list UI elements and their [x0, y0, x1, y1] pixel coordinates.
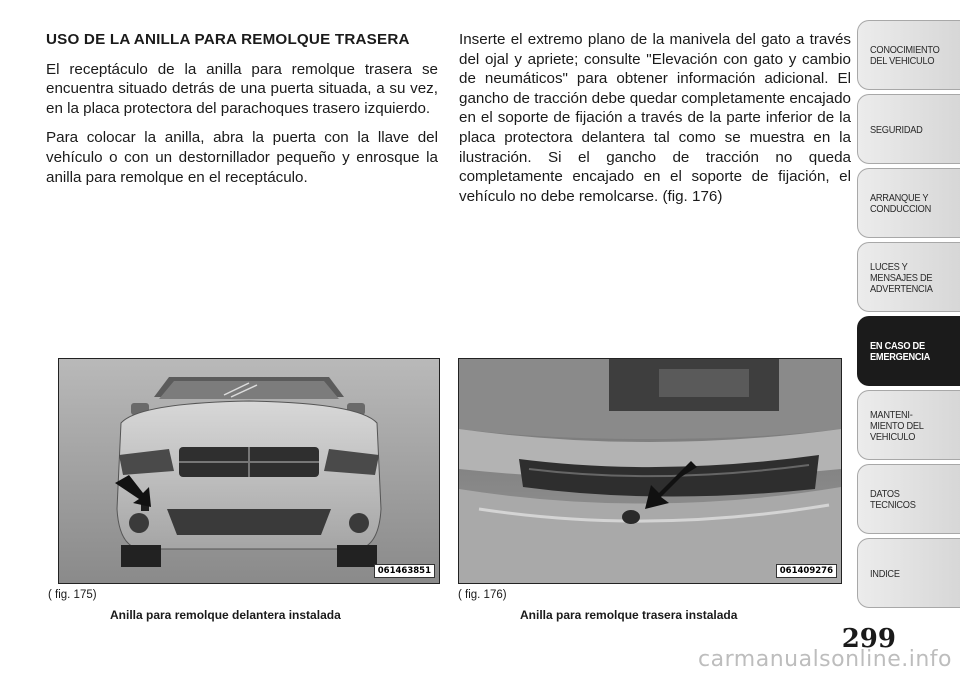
tab-seguridad[interactable]: SEGURIDAD	[857, 94, 960, 164]
tab-arranque-y-conduccion[interactable]: ARRANQUE Y CONDUCCION	[857, 168, 960, 238]
tab-datos-tecnicos[interactable]: DATOS TECNICOS	[857, 464, 960, 534]
tab-conocimiento-del-vehiculo[interactable]: CONOCIMIENTO DEL VEHICULO	[857, 20, 960, 90]
chapter-tabs	[857, 20, 960, 612]
figure-rear-tow-ring	[458, 358, 842, 584]
figure-front-tow-ring	[58, 358, 440, 584]
rear-bumper-illustration	[459, 359, 841, 583]
figure-caption: Anilla para remolque trasera instalada	[520, 608, 738, 622]
figure-code: 061409276	[776, 564, 837, 578]
tab-en-caso-de-emergencia[interactable]: EN CASO DE EMERGENCIA	[857, 316, 960, 386]
left-column	[46, 30, 438, 197]
tab-mantenimiento[interactable]: MANTENI- MIENTO DEL VEHICULO	[857, 390, 960, 460]
figure-code: 061463851	[374, 564, 435, 578]
figure-reference: ( fig. 175)	[48, 589, 97, 601]
page-number: 299	[841, 624, 896, 654]
figure-reference: ( fig. 176)	[458, 589, 507, 601]
figure-caption: Anilla para remolque delantera instalada	[110, 608, 341, 622]
section-heading: USO DE LA ANILLA PARA REMOLQUE TRASERA	[46, 31, 410, 48]
body-paragraph: Para colocar la anilla, abra la puerta con la llave del vehículo o con un destornillador pequeño y enrosque la anilla para remolque en el receptáculo.	[46, 129, 438, 186]
tab-indice[interactable]: INDICE	[857, 538, 960, 608]
right-column	[459, 30, 851, 216]
tab-luces-y-mensajes[interactable]: LUCES Y MENSAJES DE ADVERTENCIA	[857, 242, 960, 312]
body-paragraph: El receptáculo de la anilla para remolque trasera se encuentra situado detrás de una puerta situada, a su vez, en la placa protectora del parachoques trasero izquierdo.	[46, 60, 438, 117]
watermark: carmanualsonline.info	[698, 647, 952, 672]
body-paragraph: Inserte el extremo plano de la manivela del gato a través del ojal y apriete; consulte "Elevación con gato y cambio de neumáticos" para obtener información adicional. El gancho de tracción debe quedar completamente encajado en el soporte de fijación a través de la parte inferior de la placa protectora delantera tal como se muestra en la ilustración. Si el gancho de tracción no queda completamente encajado en el soporte de fijación, el vehículo no debe remolcarse. (fig. 176)	[459, 31, 851, 205]
front-car-illustration	[59, 359, 439, 583]
